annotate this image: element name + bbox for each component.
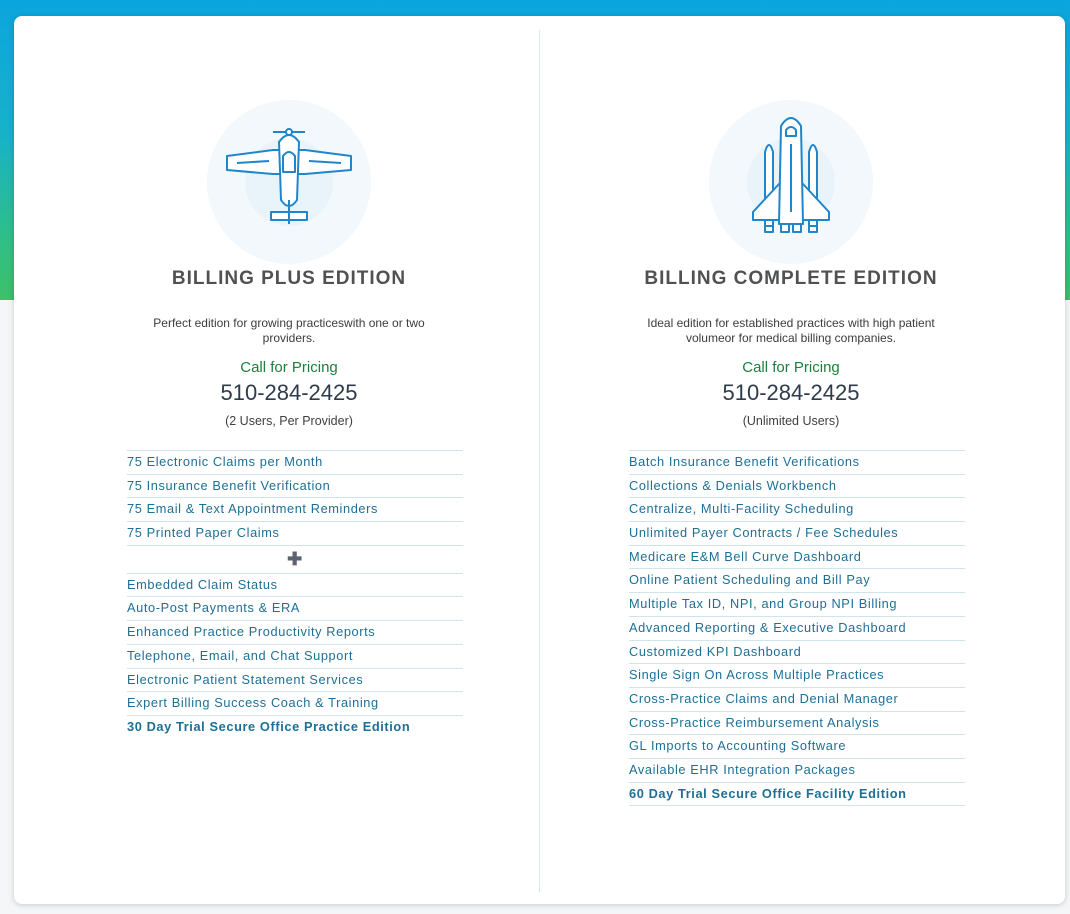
feature-item: 75 Printed Paper Claims	[127, 522, 463, 546]
feature-item: Cross-Practice Reimbursement Analysis	[629, 712, 965, 736]
call-for-pricing-label: Call for Pricing	[742, 359, 840, 376]
plan-icon-badge	[709, 100, 873, 264]
phone-number[interactable]: 510-284-2425	[220, 380, 358, 405]
feature-item: Unlimited Payer Contracts / Fee Schedules	[629, 522, 965, 546]
feature-item: 75 Email & Text Appointment Reminders	[127, 498, 463, 522]
feature-item: Advanced Reporting & Executive Dashboard	[629, 617, 965, 641]
plan-users-note: (Unlimited Users)	[742, 414, 840, 428]
feature-item: Embedded Claim Status	[127, 574, 463, 598]
feature-item: Customized KPI Dashboard	[629, 641, 965, 665]
column-divider	[539, 30, 540, 892]
feature-list	[127, 450, 463, 739]
feature-item: Expert Billing Success Coach & Training	[127, 692, 463, 716]
feature-item: Enhanced Practice Productivity Reports	[127, 621, 463, 645]
feature-item: Electronic Patient Statement Services	[127, 669, 463, 693]
feature-item: Batch Insurance Benefit Verifications	[629, 451, 965, 475]
plan-title: BILLING COMPLETE EDITION	[644, 268, 938, 289]
trial-link[interactable]: 60 Day Trial Secure Office Facility Edition	[629, 783, 965, 807]
feature-item: Auto-Post Payments & ERA	[127, 597, 463, 621]
feature-item: 75 Insurance Benefit Verification	[127, 475, 463, 499]
plan-users-note: (2 Users, Per Provider)	[225, 414, 353, 428]
feature-item: GL Imports to Accounting Software	[629, 735, 965, 759]
feature-item: Collections & Denials Workbench	[629, 475, 965, 499]
plus-icon: ✚	[127, 546, 463, 574]
feature-item: Cross-Practice Claims and Denial Manager	[629, 688, 965, 712]
plan-description: Perfect edition for growing practiceswith one or two providers.	[153, 316, 425, 345]
feature-item: 75 Electronic Claims per Month	[127, 451, 463, 475]
plan-description: Ideal edition for established practices with high patient volumeor for medical billing companies.	[647, 316, 935, 345]
feature-item: Multiple Tax ID, NPI, and Group NPI Billing	[629, 593, 965, 617]
feature-item: Single Sign On Across Multiple Practices	[629, 664, 965, 688]
feature-item: Available EHR Integration Packages	[629, 759, 965, 783]
plan-icon-badge	[207, 100, 371, 264]
trial-link[interactable]: 30 Day Trial Secure Office Practice Edition	[127, 718, 411, 734]
feature-item: Medicare E&M Bell Curve Dashboard	[629, 546, 965, 570]
space-shuttle-icon	[709, 100, 873, 264]
feature-item: Telephone, Email, and Chat Support	[127, 645, 463, 669]
call-for-pricing-label: Call for Pricing	[240, 359, 338, 376]
plan-title: BILLING PLUS EDITION	[171, 268, 407, 289]
feature-item: Online Patient Scheduling and Bill Pay	[629, 569, 965, 593]
pricing-card	[14, 16, 1065, 904]
airplane-icon	[207, 100, 371, 264]
phone-number[interactable]: 510-284-2425	[722, 380, 860, 405]
feature-list	[629, 450, 965, 806]
feature-item: Centralize, Multi-Facility Scheduling	[629, 498, 965, 522]
